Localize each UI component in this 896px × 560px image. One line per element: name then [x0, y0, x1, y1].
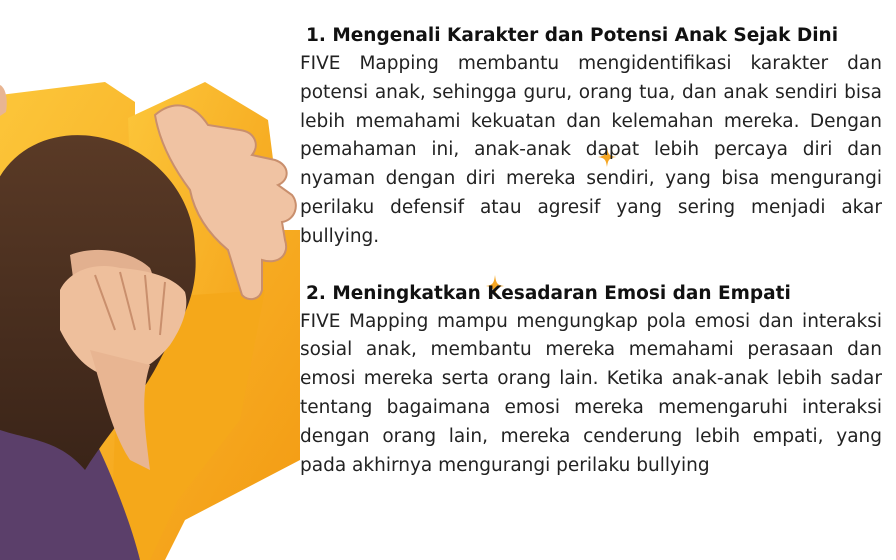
- section-body: FIVE Mapping membantu mengidentifikasi karakter dan potensi anak, sehingga guru, orang tua, dan anak sendiri bisa lebih memahami kekuatan dan kelemahan mereka. Dengan pemahaman ini, anak-anak dapat lebih percaya diri dan nyaman dengan diri mereka sendiri, yang bisa mengurangi perilaku defensif atau agresif yang sering menjadi akar bullying.: [300, 53, 882, 247]
- section-heading: 1. Mengenali Karakter dan Potensi Anak Sejak Dini: [306, 25, 839, 46]
- section-heading: 2. Meningkatkan Kesadaran Emosi dan Empati: [306, 282, 791, 304]
- section-body: FIVE Mapping mampu mengungkap pola emosi dan interaksi sosial anak, membantu mereka memahami perasaan dan emosi mereka serta orang lain. Ketika anak-anak lebih sadar tentang bagaimana emosi mereka memengaruhi interaksi dengan orang lain, mereka cenderung lebih empati, yang pada akhirnya mengurangi perilaku bullying: [300, 310, 882, 476]
- bullying-illustration: [0, 0, 300, 560]
- section-character: [300, 22, 882, 252]
- section-emotion: [300, 280, 882, 481]
- text-content: [300, 22, 882, 480]
